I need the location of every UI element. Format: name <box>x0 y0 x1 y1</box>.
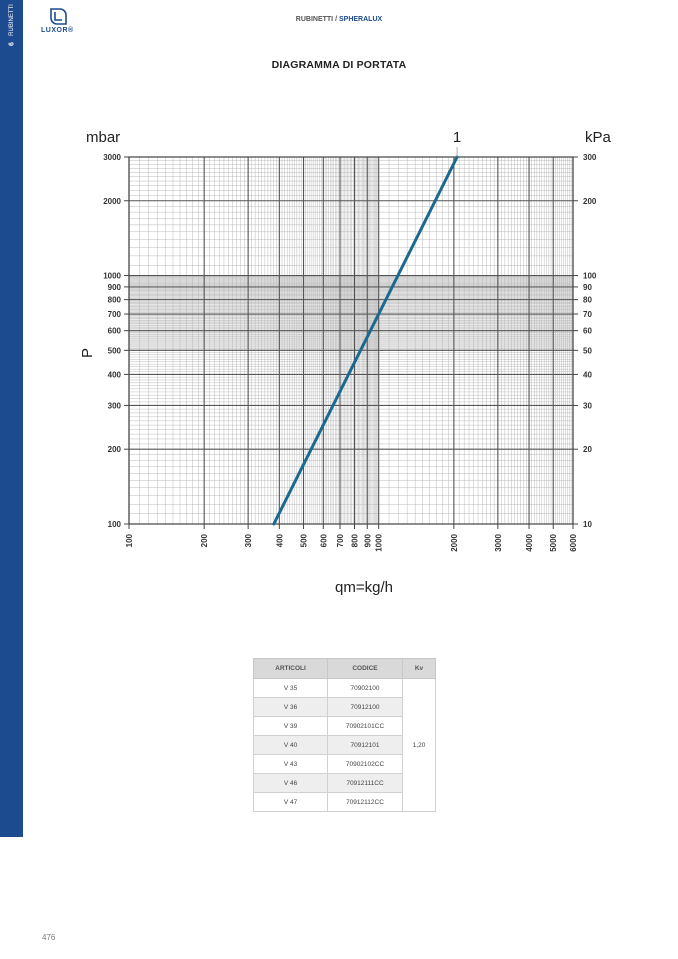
x-tick-label: 5000 <box>549 534 559 552</box>
y-axis-label: P <box>79 347 96 359</box>
y-tick-label-left: 100 <box>107 520 121 529</box>
flow-chart <box>60 120 620 600</box>
page-title: DIAGRAMMA DI PORTATA <box>271 59 407 71</box>
series-label-1: 1 <box>452 129 462 146</box>
cell-codice: 70902102CC <box>328 755 403 774</box>
x-tick-label: 4000 <box>525 534 535 552</box>
x-tick-label: 1000 <box>374 534 384 552</box>
y-tick-label-left: 900 <box>107 282 121 292</box>
sidebar-section-number: 6 <box>8 42 16 46</box>
y-axis-unit-right: kPa <box>585 129 611 146</box>
y-tick-label-right: 200 <box>583 196 597 206</box>
col-header-kv: Kv <box>403 659 436 679</box>
cell-codice: 70912112CC <box>328 793 403 812</box>
y-tick-label-right: 20 <box>583 445 592 455</box>
y-tick-label-right: 30 <box>583 401 592 411</box>
col-header-codice: CODICE <box>328 659 403 679</box>
y-tick-label-right: 10 <box>583 520 592 529</box>
x-tick-label: 600 <box>319 534 329 548</box>
sidebar <box>0 0 23 837</box>
y-tick-label-left: 2000 <box>103 196 121 206</box>
x-axis-label: qm=kg/h <box>335 579 393 596</box>
breadcrumb-product: SPHERALUX <box>339 16 383 23</box>
y-tick-label-left: 500 <box>107 346 121 356</box>
y-tick-label-left: 3000 <box>103 153 121 162</box>
sidebar-section-label: RUBINETTI <box>9 4 15 36</box>
y-tick-label-right: 70 <box>583 310 592 320</box>
x-tick-label: 200 <box>200 534 210 548</box>
breadcrumb <box>0 16 678 23</box>
page-number: 476 <box>42 933 56 942</box>
y-axis-unit-left: mbar <box>86 129 121 146</box>
flow-chart-svg <box>60 120 620 600</box>
y-tick-label-right: 100 <box>583 271 597 281</box>
x-tick-label: 2000 <box>449 534 459 552</box>
y-tick-label-left: 800 <box>107 295 121 305</box>
breadcrumb-category: RUBINETTI <box>295 16 334 23</box>
breadcrumb-separator: / <box>335 16 338 23</box>
cell-codice: 70912111CC <box>328 774 403 793</box>
cell-articolo: V 35 <box>254 679 328 698</box>
y-tick-label-left: 600 <box>107 326 121 336</box>
y-tick-label-left: 700 <box>107 310 121 320</box>
table-row <box>254 679 436 698</box>
cell-codice: 70902100 <box>328 679 403 698</box>
cell-articolo: V 47 <box>254 793 328 812</box>
articles-table <box>253 658 436 812</box>
x-tick-label: 800 <box>350 534 360 548</box>
cell-codice: 70912101 <box>328 736 403 755</box>
cell-articolo: V 40 <box>254 736 328 755</box>
x-tick-label: 700 <box>336 534 346 548</box>
x-tick-label: 500 <box>299 534 309 548</box>
x-tick-label: 3000 <box>493 534 503 552</box>
cell-codice: 70902101CC <box>328 717 403 736</box>
y-tick-label-right: 60 <box>583 326 592 336</box>
x-tick-label: 900 <box>363 534 373 548</box>
cell-codice: 70912100 <box>328 698 403 717</box>
y-tick-label-right: 300 <box>583 153 597 162</box>
x-tick-label: 100 <box>125 534 134 548</box>
cell-articolo: V 43 <box>254 755 328 774</box>
table-body <box>254 679 436 812</box>
col-header-articoli: ARTICOLI <box>254 659 328 679</box>
x-tick-label: 300 <box>244 534 254 548</box>
y-tick-label-left: 200 <box>107 445 121 455</box>
logo-text: LUXOR® <box>41 27 74 34</box>
cell-articolo: V 36 <box>254 698 328 717</box>
y-tick-label-right: 80 <box>583 295 592 305</box>
y-tick-label-right: 90 <box>583 282 592 292</box>
cell-articolo: V 46 <box>254 774 328 793</box>
cell-articolo: V 39 <box>254 717 328 736</box>
y-tick-label-left: 1000 <box>103 271 121 281</box>
y-tick-label-left: 400 <box>107 370 121 380</box>
x-tick-label: 6000 <box>569 534 578 552</box>
y-tick-label-right: 40 <box>583 370 592 380</box>
x-tick-label: 400 <box>275 534 285 548</box>
y-tick-label-left: 300 <box>107 401 121 411</box>
y-tick-label-right: 50 <box>583 346 592 356</box>
cell-kv: 1,20 <box>403 679 436 812</box>
